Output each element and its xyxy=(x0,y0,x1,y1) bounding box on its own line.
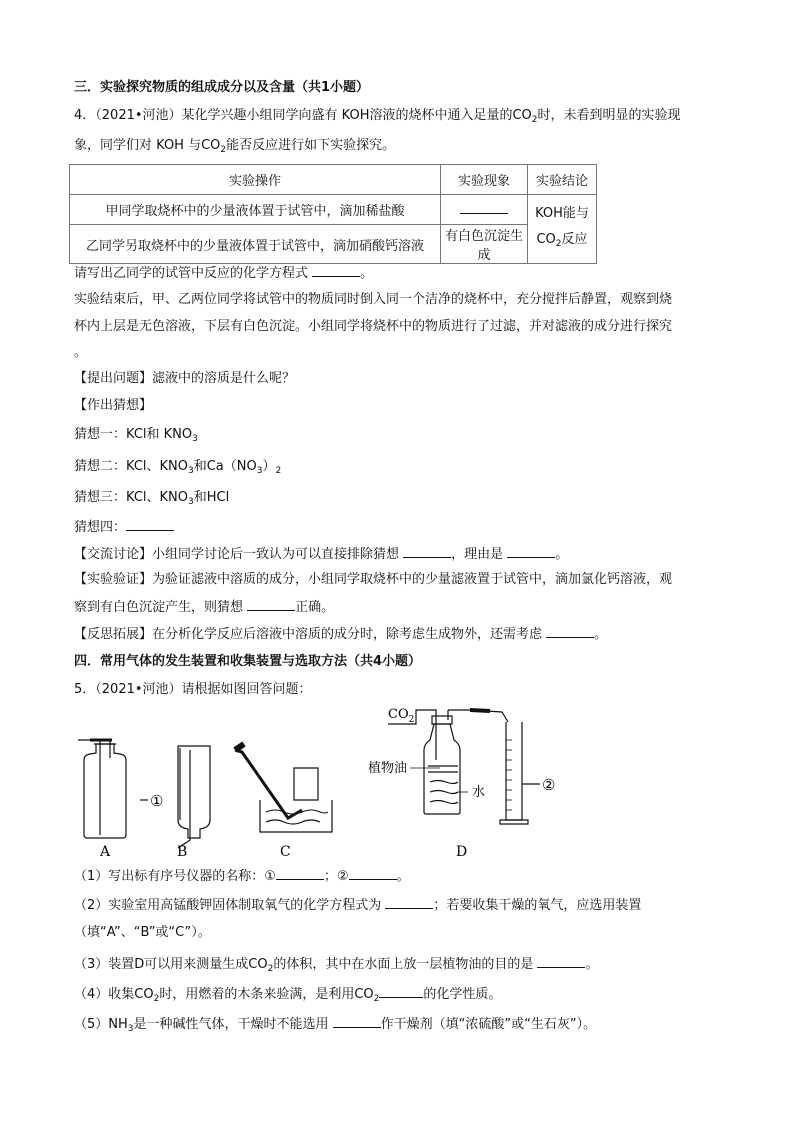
sub-question-5: $(5)NH_3$是一种碱性气体，干燥时不能选用 作干燥剂（填“浓硫酸”或“生石灰”）。 xyxy=(74,1017,597,1034)
table-cell: 有白色沉淀生成 xyxy=(441,225,528,264)
discussion: 【交流讨论】小组同学讨论后一致认为可以直接排除猜想 ，理由是 。 xyxy=(74,547,569,562)
guess-title: 【作出猜想】 xyxy=(74,398,153,413)
sub-question-2-line1: （2）实验室用高锰酸钾固体制取氧气的化学方程式为 ；若要收集干燥的氧气，应选用装置 xyxy=(74,898,642,913)
reflect: 【反思拓展】在分析化学反应后溶液中溶质的成分时，除考虑生成物外，还需考虑 。 xyxy=(74,627,608,642)
answer-blank[interactable] xyxy=(312,264,360,277)
cylinder-d xyxy=(506,722,522,820)
answer-blank[interactable] xyxy=(247,598,295,611)
table-header: 实验结论 xyxy=(528,165,597,195)
paragraph-line: 。 xyxy=(74,345,88,360)
paragraph-line: 实验结束后，甲、乙两位同学将试管中的物质同时倒入同一个洁净的烧杯中，充分搅拌后静置，观察到烧 xyxy=(74,292,673,307)
guess-1: 猜想一：KCl和 $KNO_3$ xyxy=(74,427,198,444)
sub-question-4: （4）收集$CO_2$时，用燃着的木条来验满，是利用$CO_2$ 的化学性质。 xyxy=(74,987,502,1004)
table-cell: 乙同学另取烧杯中的少量液体置于试管中，滴加硝酸钙溶液 xyxy=(70,225,441,264)
answer-blank[interactable] xyxy=(385,896,433,909)
table-header: 实验操作 xyxy=(70,165,441,195)
question-5: 5．（2021•河池）请根据如图回答问题： xyxy=(74,682,312,697)
answer-blank-cell[interactable] xyxy=(441,195,528,225)
table-cell-conclusion: KOH能与 $CO_2$反应 xyxy=(528,195,597,264)
equation-prompt: 请写出乙同学的试管中反应的化学方程式 。 xyxy=(74,266,374,281)
sub-question-2-line2: （填“A”、“B”或“C”）。 xyxy=(74,925,211,940)
label-b: B xyxy=(177,844,188,860)
label-water: 水 xyxy=(472,785,486,800)
label-circle-1: ① xyxy=(150,792,164,810)
bottle-a xyxy=(84,744,126,838)
tube-c xyxy=(235,750,302,818)
trough-c xyxy=(260,800,332,832)
apparatus-figure xyxy=(70,700,590,860)
label-co2: $CO_2$ xyxy=(388,707,415,725)
sub-question-3: （3）装置D可以用来测量生成$CO_2$的体积，其中在水面上放一层植物油的目的是 。 xyxy=(74,957,599,974)
bottle-c xyxy=(294,768,318,800)
sub-question-1: （1）写出标有序号仪器的名称：① ；② 。 xyxy=(74,869,410,884)
answer-blank[interactable] xyxy=(507,545,555,558)
label-oil: 植物油 xyxy=(368,761,408,776)
answer-blank[interactable] xyxy=(349,867,397,880)
guess-2: 猜想二：KCl、$KNO_3$和$Ca(NO_3)_2$ xyxy=(74,459,282,476)
answer-blank[interactable] xyxy=(546,625,594,638)
verify-line1: 【实验验证】为验证滤液中溶质的成分，小组同学取烧杯中的少量滤液置于试管中，滴加氯化钙溶液，观 xyxy=(74,572,673,587)
table-cell: 甲同学取烧杯中的少量液体置于试管中，滴加稀盐酸 xyxy=(70,195,441,225)
bottle-b xyxy=(178,746,210,838)
label-a: A xyxy=(100,844,111,860)
section-heading: 三．实验探究物质的组成成分以及含量（共1小题） xyxy=(74,80,370,95)
answer-blank[interactable] xyxy=(276,867,324,880)
answer-blank[interactable] xyxy=(537,955,585,968)
experiment-table xyxy=(69,164,597,264)
question-4-line1: 4．（2021•河池）某化学兴趣小组同学向盛有 KOH溶液的烧杯中通入足量的$CO_2$时，未看到明显的实验现 xyxy=(74,108,681,125)
section-heading: 四．常用气体的发生装置和收集装置与选取方法（共4小题） xyxy=(74,654,422,669)
answer-blank[interactable] xyxy=(403,545,451,558)
ask-question: 【提出问题】滤液中的溶质是什么呢？ xyxy=(74,371,296,386)
label-c: C xyxy=(280,844,291,860)
paragraph-line: 杯内上层是无色溶液，下层有白色沉淀。小组同学将烧杯中的物质进行了过滤，并对滤液的成分进行探究 xyxy=(74,319,673,334)
verify-line2: 察到有白色沉淀产生，则猜想 正确。 xyxy=(74,600,335,615)
guess-4: 猜想四： xyxy=(74,518,174,537)
question-4-line2: 象，同学们对 KOH 与$CO_2$能否反应进行如下实验探究。 xyxy=(74,138,396,155)
answer-blank[interactable] xyxy=(379,985,423,998)
answer-blank[interactable] xyxy=(126,518,174,531)
guess-3: 猜想三：KCl、$KNO_3$和HCl xyxy=(74,490,230,507)
table-header: 实验现象 xyxy=(441,165,528,195)
label-d: D xyxy=(456,844,468,860)
label-circle-2: ② xyxy=(542,776,556,794)
answer-blank[interactable] xyxy=(333,1015,381,1028)
